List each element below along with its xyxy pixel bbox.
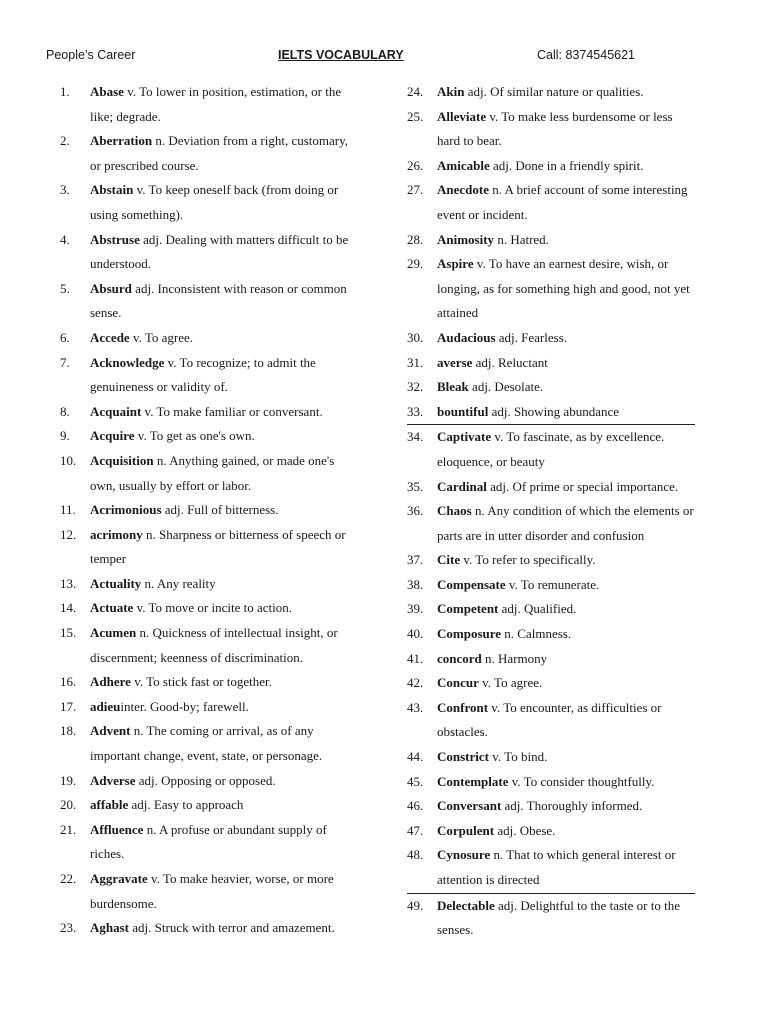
- entry-definition: v. To agree.: [478, 675, 543, 691]
- vocab-entry: [60, 400, 360, 425]
- entry-number: 22.: [60, 871, 77, 886]
- entry-word: Abstruse: [90, 231, 140, 247]
- entry-definition: v. To consider thoughtfully.: [508, 773, 655, 789]
- entry-word: Advent: [90, 723, 131, 739]
- entry-text: [60, 916, 360, 941]
- entry-definition: v. To recognize; to admit the genuineness or validity of.: [90, 354, 316, 395]
- entry-definition: v. To make less burdensome or less hard to bear.: [437, 108, 673, 149]
- entry-definition: n. That to which general interest or attention is directed: [437, 847, 676, 887]
- entry-text: [407, 154, 697, 179]
- vocab-entry: [60, 793, 360, 818]
- entry-number: 48.: [407, 847, 424, 863]
- entry-number: 45.: [407, 773, 424, 789]
- vocab-entry: [407, 843, 695, 893]
- entry-word: Adhere: [90, 674, 131, 690]
- entry-text: [407, 745, 697, 770]
- entry-number: 35.: [407, 478, 424, 494]
- entry-number: 11.: [60, 502, 76, 518]
- entry-definition: n. Calmness.: [501, 626, 572, 642]
- vocab-entry: [60, 351, 360, 400]
- entry-definition: n. A brief account of some interesting event or incident.: [437, 182, 688, 222]
- entry-word: Acknowledge: [90, 354, 165, 370]
- entry-definition: v. To remunerate.: [505, 576, 600, 592]
- entry-definition: n. Harmony: [481, 650, 548, 666]
- vocab-entry: [407, 622, 697, 647]
- entry-word: adieu: [90, 698, 121, 714]
- entry-number: 20.: [60, 797, 77, 813]
- entry-word: Abstain: [90, 182, 134, 198]
- entry-number: 32.: [407, 379, 424, 395]
- entry-word: Acquire: [90, 428, 135, 444]
- entry-number: 3.: [60, 182, 70, 198]
- vocab-entry: [407, 351, 697, 376]
- entry-text: [407, 105, 697, 154]
- entry-word: Aberration: [90, 133, 153, 149]
- entry-number: 31.: [407, 354, 424, 370]
- entry-text: [407, 228, 697, 253]
- entry-definition: v. To make familiar or conversant.: [141, 403, 323, 419]
- entry-number: 19.: [60, 772, 77, 788]
- entry-definition: adj. Thoroughly informed.: [501, 798, 643, 814]
- vocab-entry: [60, 178, 360, 227]
- entry-definition: adj. Obese.: [494, 822, 556, 838]
- vocab-entry: [407, 499, 697, 548]
- entry-text: [60, 867, 360, 916]
- entry-word: Absurd: [90, 280, 132, 296]
- entry-number: 25.: [407, 108, 424, 124]
- vocab-entry: [407, 80, 697, 105]
- vocab-entry: [60, 916, 360, 941]
- vocab-entry: [407, 819, 697, 844]
- entry-definition: n. The coming or arrival, as of any important change, event, state, or personage.: [90, 723, 323, 764]
- entry-text: [407, 351, 697, 376]
- entry-word: Competent: [437, 601, 499, 617]
- entry-number: 27.: [407, 182, 424, 198]
- entry-number: 41.: [407, 650, 424, 666]
- vocab-entry: [407, 105, 697, 154]
- vocab-entry: [60, 596, 360, 621]
- vocab-entry: [60, 719, 360, 768]
- entry-word: Conversant: [437, 798, 502, 814]
- entry-number: 38.: [407, 576, 424, 592]
- vocab-entry: [60, 695, 360, 720]
- entry-word: Confront: [437, 699, 489, 715]
- entry-word: Anecdote: [437, 182, 489, 198]
- entry-text: [407, 696, 697, 745]
- entry-number: 1.: [60, 84, 70, 99]
- entry-number: 2.: [60, 133, 70, 149]
- entry-text: [60, 769, 360, 794]
- entry-number: 29.: [407, 256, 424, 272]
- entry-text: [407, 794, 697, 819]
- entry-word: Aggravate: [90, 871, 148, 886]
- entry-word: Cynosure: [437, 847, 491, 863]
- entry-number: 34.: [407, 429, 424, 445]
- entry-number: 13.: [60, 575, 77, 591]
- entry-number: 33.: [407, 403, 424, 419]
- entry-word: Amicable: [437, 157, 490, 173]
- entry-text: [60, 818, 360, 867]
- entry-text: [407, 597, 697, 622]
- entry-text: [60, 351, 360, 400]
- entry-word: Abase: [90, 84, 124, 99]
- entry-definition: n. Sharpness or bitterness of speech or temper: [90, 526, 346, 567]
- entry-number: 10.: [60, 452, 77, 468]
- entry-definition: v. To make heavier, worse, or more burdensome.: [90, 871, 334, 911]
- vocab-entry: [60, 228, 360, 277]
- vocab-entry: [407, 573, 697, 598]
- entry-definition: n. Any condition of which the elements or parts are in utter disorder and confusion: [437, 503, 694, 543]
- entry-text: [407, 425, 697, 474]
- vocab-entry: [407, 154, 697, 179]
- entry-text: [407, 671, 697, 696]
- entry-word: Actuality: [90, 575, 142, 591]
- entry-number: 15.: [60, 625, 77, 641]
- vocab-entry: [407, 745, 697, 770]
- entry-definition: adj. Desolate.: [468, 379, 544, 395]
- entry-definition: adj. Delightful to the taste or to the senses.: [437, 897, 680, 938]
- entry-word: concord: [437, 650, 482, 666]
- vocab-entry: [407, 178, 697, 227]
- entry-text: [60, 670, 360, 695]
- entry-number: 46.: [407, 798, 424, 814]
- entry-text: [60, 523, 360, 572]
- entry-text: [407, 770, 697, 795]
- entry-word: Audacious: [437, 329, 496, 345]
- entry-text: [407, 178, 697, 227]
- entry-text: [407, 548, 697, 573]
- entry-text: [407, 843, 695, 892]
- entry-number: 43.: [407, 699, 424, 715]
- entry-text: [60, 498, 360, 523]
- vocab-entry: [407, 548, 697, 573]
- entry-text: [407, 326, 697, 351]
- entry-definition: adj. Opposing or opposed.: [135, 772, 276, 788]
- entry-word: acrimony: [90, 526, 143, 542]
- entry-number: 7.: [60, 354, 70, 370]
- entry-number: 4.: [60, 231, 70, 247]
- entry-text: [407, 622, 697, 647]
- vocab-entry: [60, 498, 360, 523]
- vocab-entry: [407, 375, 697, 400]
- vocab-entry: [407, 425, 697, 474]
- vocab-entry: [407, 770, 697, 795]
- entry-text: [60, 719, 360, 768]
- entry-number: 49.: [407, 897, 424, 913]
- entry-text: [407, 647, 697, 672]
- entry-word: Cite: [437, 552, 461, 568]
- entry-number: 42.: [407, 675, 424, 691]
- entry-word: Bleak: [437, 379, 469, 395]
- entry-definition: adj. Reluctant: [472, 354, 548, 370]
- entry-word: Aghast: [90, 920, 130, 936]
- entry-definition: adj. Done in a friendly spirit.: [489, 157, 644, 173]
- entry-text: [60, 424, 360, 449]
- entry-word: Contemplate: [437, 773, 509, 789]
- entry-word: Composure: [437, 626, 502, 642]
- entry-number: 5.: [60, 280, 70, 296]
- vocab-entry: [60, 326, 360, 351]
- entry-text: [407, 475, 697, 500]
- page-header: [0, 48, 768, 66]
- entry-definition: adj. Struck with terror and amazement.: [129, 920, 335, 936]
- entry-number: 37.: [407, 552, 424, 568]
- entry-text: [60, 695, 360, 720]
- entry-definition: n. Quickness of intellectual insight, or discernment; keenness of discrimination.: [90, 625, 338, 665]
- entry-definition: n. Any reality: [141, 575, 216, 591]
- entry-word: Accede: [90, 329, 130, 345]
- vocab-entry: [407, 671, 697, 696]
- vocab-entry: [60, 277, 360, 326]
- entry-definition: adj. Of prime or special importance.: [486, 478, 679, 494]
- entry-number: 21.: [60, 821, 77, 837]
- header-org: People’s Career: [46, 48, 136, 62]
- entry-number: 40.: [407, 626, 424, 642]
- entry-word: Akin: [437, 84, 465, 99]
- entry-number: 28.: [407, 231, 424, 247]
- vocab-entry: [407, 228, 697, 253]
- entry-number: 24.: [407, 84, 424, 99]
- entry-definition: n. Anything gained, or made one's own, usually by effort or labor.: [90, 452, 335, 493]
- vocab-entry: [60, 867, 360, 916]
- entry-word: Animosity: [437, 231, 495, 247]
- vocab-entry: [60, 769, 360, 794]
- entry-number: 44.: [407, 749, 424, 765]
- entry-number: 26.: [407, 157, 424, 173]
- vocab-entry: [407, 647, 697, 672]
- entry-text: [60, 449, 360, 498]
- entry-definition: v. To move or incite to action.: [133, 600, 292, 616]
- entry-text: [60, 277, 360, 326]
- entry-number: 12.: [60, 526, 77, 542]
- entry-definition: adj. Easy to approach: [128, 797, 244, 813]
- entry-word: Acumen: [90, 625, 137, 641]
- page-title: IELTS VOCABULARY: [278, 48, 404, 62]
- vocab-entry: [407, 252, 697, 326]
- entry-definition: v. To lower in position, estimation, or the like; degrade.: [90, 84, 342, 124]
- entry-word: Adverse: [90, 772, 136, 788]
- header-phone: Call: 8374545621: [537, 48, 635, 62]
- entry-text: [60, 129, 360, 178]
- entry-word: Corpulent: [437, 822, 495, 838]
- entry-text: [407, 894, 697, 943]
- entry-text: [407, 573, 697, 598]
- entry-definition: adj. Showing abundance: [488, 403, 620, 419]
- entry-definition: adj. Dealing with matters difficult to be understood.: [90, 231, 349, 272]
- vocab-entry: [60, 449, 360, 498]
- entry-definition: n. A profuse or abundant supply of riches.: [90, 821, 327, 862]
- entry-word: Concur: [437, 675, 479, 691]
- entry-number: 8.: [60, 403, 70, 419]
- entry-definition: adj. Fearless.: [495, 329, 568, 345]
- entry-text: [407, 400, 695, 425]
- entry-definition: inter. Good-by; farewell.: [120, 698, 249, 714]
- entry-word: Actuate: [90, 600, 134, 616]
- vocab-entry: [407, 475, 697, 500]
- entry-number: 47.: [407, 822, 424, 838]
- vocab-entry: [60, 670, 360, 695]
- vocab-entry: [407, 400, 695, 426]
- entry-text: [407, 80, 697, 105]
- vocab-entry: [60, 572, 360, 597]
- entry-number: 16.: [60, 674, 77, 690]
- entry-definition: n. Hatred.: [494, 231, 549, 247]
- entry-word: bountiful: [437, 403, 489, 419]
- entry-text: [407, 252, 697, 326]
- left-column: [60, 80, 360, 941]
- vocab-entry: [60, 129, 360, 178]
- entry-definition: v. To encounter, as difficulties or obstacles.: [437, 699, 662, 740]
- entry-text: [60, 228, 360, 277]
- entry-number: 14.: [60, 600, 77, 616]
- entry-text: [60, 400, 360, 425]
- vocab-entry: [60, 424, 360, 449]
- entry-definition: adj. Qualified.: [498, 601, 577, 617]
- entry-word: Chaos: [437, 503, 472, 519]
- vocab-entry: [407, 794, 697, 819]
- entry-number: 9.: [60, 428, 70, 444]
- entry-definition: v. To stick fast or together.: [130, 674, 272, 690]
- entry-number: 39.: [407, 601, 424, 617]
- entry-number: 30.: [407, 329, 424, 345]
- entry-definition: v. To fascinate, as by excellence. eloquence, or beauty: [437, 429, 665, 469]
- entry-word: averse: [437, 354, 473, 370]
- entry-word: Captivate: [437, 429, 492, 445]
- entry-word: Aspire: [437, 256, 474, 272]
- vocab-entry: [60, 818, 360, 867]
- entry-definition: v. To agree.: [129, 329, 194, 345]
- entry-number: 6.: [60, 329, 70, 345]
- entry-word: Delectable: [437, 897, 495, 913]
- vocab-entry: [407, 597, 697, 622]
- vocab-entry: [60, 621, 360, 670]
- entry-definition: v. To bind.: [489, 749, 548, 765]
- entry-text: [407, 375, 697, 400]
- entry-word: Compensate: [437, 576, 506, 592]
- vocab-entry: [407, 894, 697, 943]
- entry-definition: v. To refer to specifically.: [460, 552, 596, 568]
- entry-definition: v. To get as one's own.: [134, 428, 255, 444]
- entry-text: [60, 80, 360, 129]
- entry-number: 36.: [407, 503, 424, 519]
- entry-text: [60, 178, 360, 227]
- entry-definition: n. Deviation from a right, customary, or prescribed course.: [90, 133, 349, 173]
- vocab-entry: [60, 80, 360, 129]
- entry-definition: v. To have an earnest desire, wish, or longing, as for something high and good, not yet attained: [437, 256, 690, 321]
- right-column: [407, 80, 697, 943]
- entry-word: Alleviate: [437, 108, 487, 124]
- entry-text: [407, 819, 697, 844]
- entry-text: [60, 326, 360, 351]
- entry-number: 17.: [60, 698, 77, 714]
- entry-text: [60, 596, 360, 621]
- entry-text: [60, 793, 360, 818]
- vocab-entry: [407, 696, 697, 745]
- vocab-entry: [60, 523, 360, 572]
- entry-definition: adj. Full of bitterness.: [161, 502, 279, 518]
- entry-definition: adj. Inconsistent with reason or common sense.: [90, 280, 347, 321]
- entry-text: [60, 572, 360, 597]
- entry-text: [407, 499, 697, 548]
- entry-word: Acrimonious: [90, 502, 162, 518]
- entry-word: affable: [90, 797, 129, 813]
- entry-text: [60, 621, 360, 670]
- entry-number: 18.: [60, 723, 77, 739]
- entry-definition: adj. Of similar nature or qualities.: [464, 84, 644, 99]
- entry-number: 23.: [60, 920, 77, 936]
- entry-word: Affluence: [90, 821, 144, 837]
- entry-word: Acquaint: [90, 403, 142, 419]
- entry-word: Cardinal: [437, 478, 487, 494]
- entry-word: Acquisition: [90, 452, 154, 468]
- entry-word: Constrict: [437, 749, 489, 765]
- entry-definition: v. To keep oneself back (from doing or using something).: [90, 182, 339, 222]
- vocab-entry: [407, 326, 697, 351]
